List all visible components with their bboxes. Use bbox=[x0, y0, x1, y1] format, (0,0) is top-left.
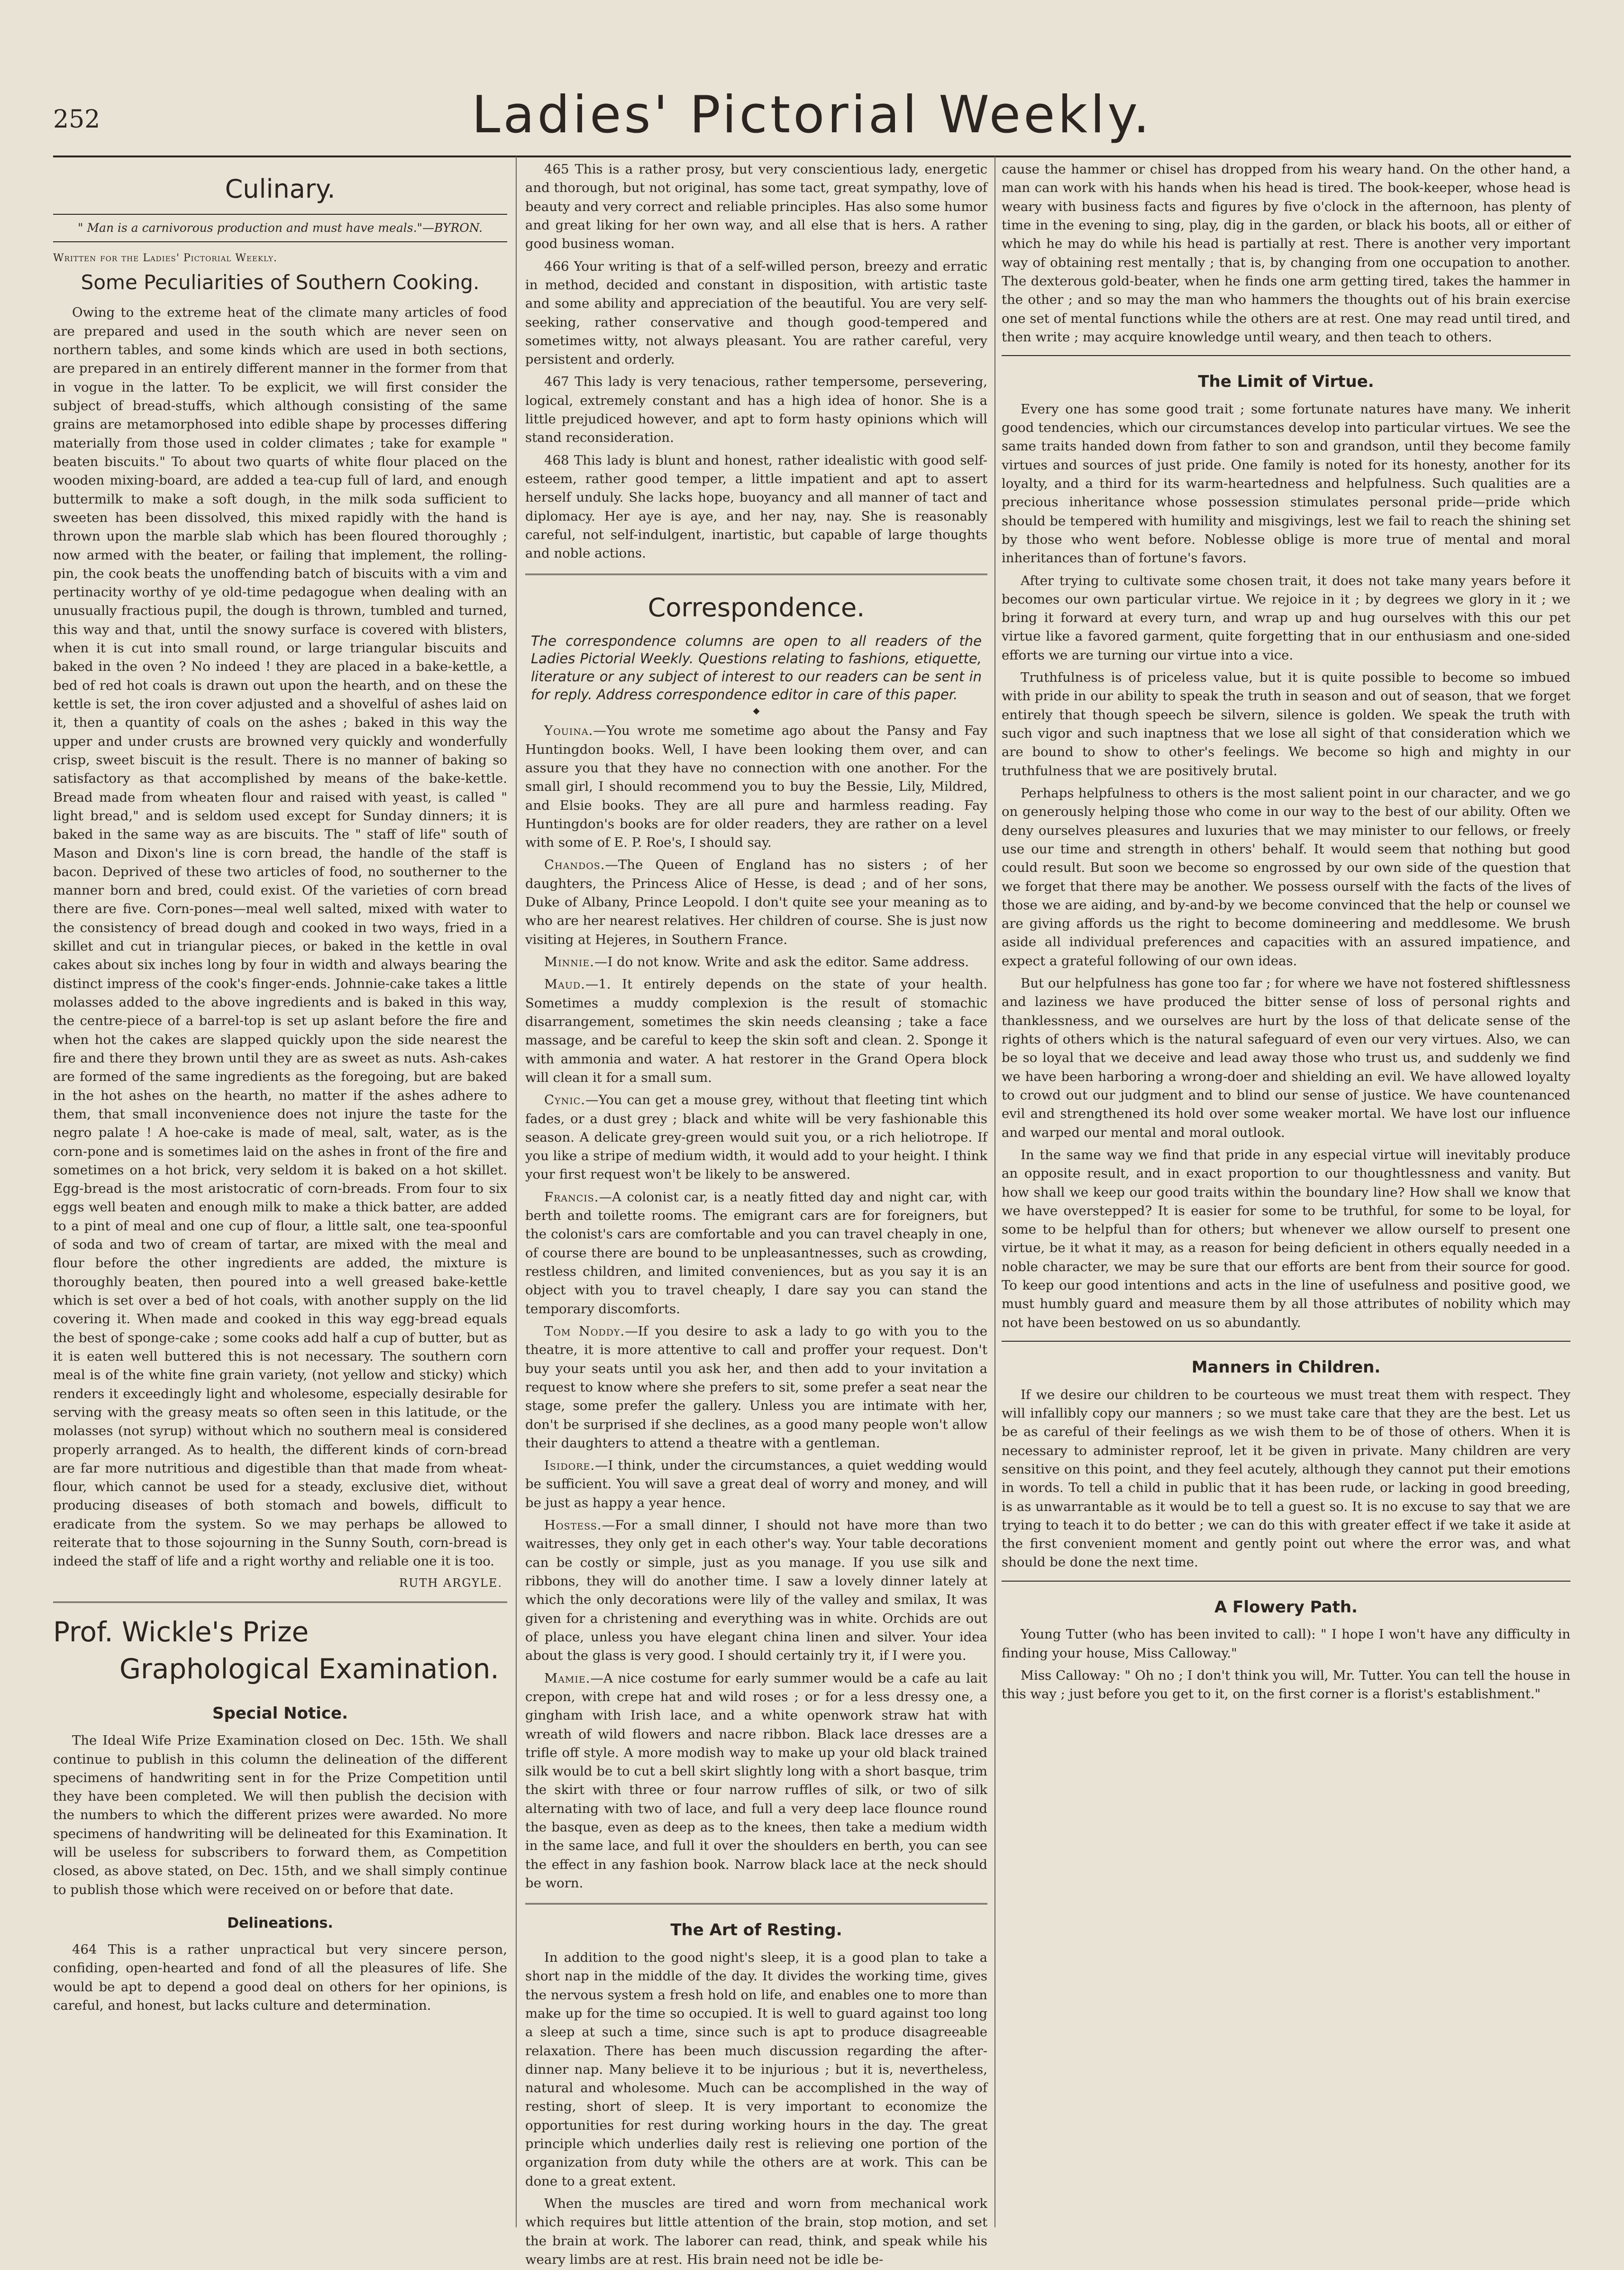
correspondence-heading: Correspondence. bbox=[648, 592, 865, 622]
letter-name: Minnie. bbox=[544, 954, 595, 970]
virtue-body-3: Truthfulness is of priceless value, but it is quite possible to become so imbued with pride in our ability to speak the truth in season and out of season, that we forget entirely that though speech be silvern, silence is golden. We speak the truth with such vigor and such inaptness that we lose all sight of that consideration which we are bound to show to other's feelings. We become so high and mighty in our truthfulness that we are positively brutal. bbox=[1002, 670, 1570, 778]
column-divider bbox=[994, 156, 995, 2227]
column-2 bbox=[525, 156, 987, 2267]
delineation-468: 468 This lady is blunt and honest, rather idealistic with good self-esteem, rather good temper, a little impatient and apt to assert herself unduly. She lacks hope, buoyancy and all manner of tact and diplomacy. Her aye is aye, and her nay, nay. She is reasonably careful, not self-indulgent, inartistic, but capable of large thoughts and noble actions. bbox=[525, 452, 987, 561]
masthead-title: Ladies' Pictorial Weekly. bbox=[472, 85, 1152, 145]
letter-text: —The Queen of England has no sisters ; of her daughters, the Princess Alice of Hesse, is dead ; and of her sons, Duke of Albany, Prince Leopold. I don't quite see your meaning as to who are her nearest relatives. Her children of course. She is just now visiting at Hejeres, in Southern France. bbox=[525, 857, 987, 947]
southern-cooking-body: Owing to the extreme heat of the climate many articles of food are prepared and used in the south which are never seen on northern tables, and some kinds which are used in both sections, are prepared in an entirely different manner in the former from that in vogue in the latter. To be explicit, we will first consider the subject of bread-stuffs, which although consisting of the same grains are metamorphosed into edible shape by processes differing materially from those used in colder climates ; take for example " beaten biscuits." To about two quarts of white flour placed on the wooden mixing-board, are added a tea-cup full of lard, and enough buttermilk to make a soft dough, in the milk soda sufficient to sweeten has been dissolved, this mixed rapidly with the hand is thrown upon the marble slab which has been floured thoroughly ; now armed with the beater, or failing that implement, the rolling-pin, the cook beats the unoffending batch of biscuits with a vim and pertinacity worthy of ye old-time pedagogue when dealing with an unusually fractious pupil, the dough is thrown, tumbled and turned, this way and that, until the snowy surface is covered with blisters, when it is cut into small round, or large triangular biscuits and baked in the oven ? No indeed ! they are placed in a bake-kettle, a bed of red hot coals is drawn out upon the hearth, and on these the kettle is set, the iron cover adjusted and a shovelful of ashes laid on it, then a quantity of coals on the ashes ; baked in this way the upper and under crusts are browned very quickly and wonderfully crisp, sweet biscuit is the result. There is no manner of baking so satisfactory as that accomplished by means of the bake-kettle. Bread made from wheaten flour and raised with yeast, is called " light bread," and is seldom used except for Sunday dinners; it is baked in the same way as are biscuits. The " staff of life" south of Mason and Dixon's line is corn bread, the handle of the staff is bacon. Deprived of these two articles of food, no southerner to the manner born and bred, could exist. Of the varieties of corn bread there are five. Corn-pones—meal well salted, mixed with water to the consistency of bread dough and cooked in two ways, fried in a skillet and cut in triangular pieces, or baked in the kettle in oval cakes about six inches long by four in width and always bearing the distinct impress of the cook's finger-ends. Johnnie-cake takes a little molasses added to the above ingredients and is baked in this way, the centre-piece of a barrel-top is set up aslant before the fire and when hot the cakes are slapped quickly upon the side nearest the fire and there they brown until they are as sweet as nuts. Ash-cakes are formed of the same ingredients as the foregoing, but are baked in the hot ashes on the hearth, no matter if the ashes adhere to them, that small inconvenience does not injure the taste for the negro palate ! A hoe-cake is made of meal, salt, water, as is the corn-pone and is sometimes laid on the ashes in front of the fire and sometimes on a hot brick, very seldom it is baked on a hot skillet. Egg-bread is the most aristocratic of corn-breads. From four to six eggs well beaten and enough milk to make a thick batter, are added to a pint of meal and one cup of flour, a little salt, one tea-spoonful of soda and two of cream of tartar, are mixed with the meal and flour before the other ingredients are added, the mixture is thoroughly beaten, then poured into a well greased bake-kettle which is set over a bed of hot coals, with another supply on the lid covering it. When made and cooked in this way egg-bread equals the best of sponge-cake ; some cooks add half a cup of butter, but as it is eaten well buttered this is not necessary. The southern corn meal is of the white fine grain variety, (not yellow and sticky) which renders it exceedingly light and wholesome, especially desirable for serving with the greasy meats so often seen in this latitude, or the molasses (not syrup) without which no southern meal is considered properly arranged. As to health, the different kinds of corn-bread are far more nutritious and digestible than that made from wheat-flour, which cannot be used for a steady, exclusive diet, without producing diseases of both stomach and bowels, difficult to eradicate from the system. So we may perhaps be allowed to reiterate that to those sojourning in the Sunny South, corn-bread is indeed the staff of life and a right worthy and reliable one it is too. bbox=[53, 305, 507, 1569]
manners-heading: Manners in Children. bbox=[1191, 1358, 1381, 1377]
letter-text: —I do not know. Write and ask the editor. Same address. bbox=[594, 954, 969, 970]
section-divider bbox=[1002, 1341, 1570, 1342]
letter-text: —You wrote me sometime ago about the Pansy and Fay Huntingdon books. Well, I have been looking them over, and can assure you that they have no connection with one another. For the small girl, I should recommend you to buy the Bessie, Lily, Mildred, and Elsie books. They are all pure and harmless reading. Fay Huntingdon's books are for older readers, they are rather on a level with some of E. P. Roe's, I should say. bbox=[525, 723, 987, 851]
delineations-heading: Delineations. bbox=[227, 1915, 333, 1932]
letter-minnie bbox=[525, 953, 987, 971]
letter-name: Mamie. bbox=[544, 1670, 591, 1686]
southern-cooking-title: Some Peculiarities of Southern Cooking. bbox=[81, 271, 480, 294]
resting-heading: The Art of Resting. bbox=[670, 1921, 842, 1940]
virtue-heading: The Limit of Virtue. bbox=[1198, 372, 1374, 392]
letter-text: —For a small dinner, I should not have more than two waitresses, they only get in each other's way. Your table decorations can be costly or simple, just as you manage. If you use silk and ribbons, they will do another time. I saw a lovely dinner lately at which the only decorations were lily of the valley and smilax, It was given for a christening and everything was in white. Orchids are out of place, unless you have elegant china linen and silver. Your idea about the glass is very good. I should certainly try it, if I were you. bbox=[525, 1518, 987, 1664]
resting-body-1: In addition to the good night's sleep, it is a good plan to take a short nap in the middle of the day. It divides the working time, gives the nervous system a fresh hold on life, and enables one to more than make up for the time so occupied. It is well to guard against too long a sleep at such a time, since such is apt to produce disagreeable relaxation. There has been much discussion regarding the after-dinner nap. Many believe it to be injurious ; but it is, nevertheless, natural and wholesome. Much can be accomplished in the way of resting, short of sleep. It is very important to economize the opportunities for rest during working hours in the day. The great principle which underlies daily rest is relieving one portion of the organization from duty while the others are at work. This can be done to a great extent. bbox=[525, 1950, 987, 2189]
letter-name: Youina. bbox=[544, 723, 593, 739]
virtue-body-2: After trying to cultivate some chosen trait, it does not take many years before it becomes our own particular virtue. We rejoice in it ; by degrees we glory in it ; we bring it forward at every turn, and wrap up and hug ourselves with this our pet virtue like a favored garment, quite forgetting that in our enthusiasm and one-sided efforts we are turning our virtue into a vice. bbox=[1002, 573, 1570, 663]
graphology-heading-line2: Graphological Examination. bbox=[119, 1653, 499, 1685]
letter-maud bbox=[525, 975, 987, 1087]
section-divider bbox=[525, 574, 987, 575]
letter-chandos bbox=[525, 856, 987, 949]
section-divider bbox=[525, 1903, 987, 1904]
resting-continuation: cause the hammer or chisel has dropped from his weary hand. On the other hand, a man can work with his hands when his head is tired. The book-keeper, whose head is weary with business facts and figures by five o'clock in the afternoon, has plenty of time in the evening to sing, play, dig in the garden, or black his boots, all or either of which he may do while his head is partially at rest. There is another very important way of obtaining rest mentally ; that is, by changing from one occupation to another. The dexterous gold-beater, when he finds one arm getting tired, takes the hammer in the other ; and so may the man who hammers the thoughts out of his brain exercise one set of mental functions while the others are at rest. One may read until tired, and then write ; may acquire knowledge until weary, and then teach to others. bbox=[1002, 162, 1570, 345]
letter-name: Isidore. bbox=[544, 1458, 595, 1474]
letter-text: —A nice costume for early summer would be a cafe au lait crepon, with crepe hat and wild roses ; or for a less dressy one, a gingham with Irish lace, and a white openwork straw hat with wreath of wild flowers and nacre ribbon. Black lace dresses are a trifle off style. A more modish way to make up your old black trained silk would be to cut a bell skirt slightly long with a short basque, trim the skirt with three or four narrow ruffles of silk, or two of silk alternating with two of lace, and full a very deep lace flounce round the basque, even as deep as to the knees, then take a medium width in the same lace, and full it over the shoulders en berth, you can see the effect in any fashion book. Narrow black lace at the neck should be worn. bbox=[525, 1670, 987, 1891]
delineation-467: 467 This lady is very tenacious, rather tempersome, persevering, logical, extremely constant and has a high idea of honor. She is a little prejudiced however, and apt to form hasty opinions which will stand reconsideration. bbox=[525, 374, 987, 446]
letter-text: —You can get a mouse grey, without that fleeting tint which fades, or a dust grey ; black and white will be very fashionable this season. A delicate grey-green would suit you, or a rich heliotrope. If you like a stripe of medium width, it would add to your height. I think your first request won't be likely to be answered. bbox=[525, 1092, 987, 1182]
letter-mamie bbox=[525, 1669, 987, 1893]
delineation-466: 466 Your writing is that of a self-willed person, breezy and erratic in method, decided and constant in disposition, with artistic taste and some ability and appreciation of the beautiful. You are very self-seeking, rather conservative and though good-tempered and sometimes witty, not always pleasant. You are rather careful, very persistent and orderly. bbox=[525, 258, 987, 367]
graphology-heading bbox=[53, 1613, 507, 1688]
virtue-body-1: Every one has some good trait ; some fortunate natures have many. We inherit good tendencies, which our circumstances develop into particular virtues. We see the same traits handed down from father to son and grandson, until they become family virtues and sources of just pride. One family is noted for its honesty, another for its loyalty, and a third for its warm-heartedness and helpfulness. Such qualities are a precious inheritance whose possession stimulates personal pride—pride which should be tempered with humility and misgivings, lest we fail to reach the shining set by those who went before. Noblesse oblige is more true of mental and moral inheritances than of fortune's favors. bbox=[1002, 401, 1570, 566]
letter-name: Francis. bbox=[544, 1189, 599, 1205]
column-3 bbox=[1002, 156, 1570, 2227]
letter-name: Hostess. bbox=[544, 1518, 602, 1533]
delineation-465: 465 This is a rather prosy, but very conscientious lady, energetic and thorough, but not original, has some tact, great sympathy, love of beauty and very correct and reliable principles. Has also some humor and great liking for her own way, and all else that is hers. A rather good business woman. bbox=[525, 162, 987, 252]
letter-text: —A colonist car, is a neatly fitted day and night car, with berth and toilette rooms. The emigrant cars are for foreigners, but the colonist's cars are comfortable and you can travel cheaply in one, of course there are bound to be unpleasantnesses, such as crowding, restless children, and limited conveniences, but as you say it is an object with you to travel cheaply, I dare say you can stand the temporary discomforts. bbox=[525, 1189, 987, 1317]
culinary-heading: Culinary. bbox=[225, 174, 336, 204]
delineation-464: 464 This is a rather unpractical but very sincere person, confiding, open-hearted and fond of all the pleasures of life. She would be apt to depend a good deal on others for her opinions, is careful, and honest, but lacks culture and determination. bbox=[53, 1941, 507, 2013]
section-divider bbox=[53, 1602, 507, 1603]
virtue-body-6: In the same way we find that pride in any especial virtue will inevitably produce an opposite result, and in exact proportion to our thoughtlessness and vanity. But how shall we keep our good traits within the boundary line? How shall we know that we have overstepped? It is easier for some to be truthful, for some to be loyal, for some to be helpful than for others; but whenever we allow ourself to present one virtue, be it what it may, as a reason for being deficient in others equally needed in a noble character, we may be sure that our efforts are bent from their source for good. To keep our good intentions and acts in the line of usefulness and positive good, we must humbly guard and measure them by all those attributes of nobility which may not have been bestowed on us so abundantly. bbox=[1002, 1147, 1570, 1330]
special-notice-body: The Ideal Wife Prize Examination closed on Dec. 15th. We shall continue to publish in this column the delineation of the different specimens of handwriting sent in for the Prize Competition until they have been completed. We will then publish the decision with the numbers to which the different prizes were awarded. No more specimens of handwriting will be delineated for this Examination. It will be useless for subscribers to forward them, as Competition closed, as above stated, on Dec. 15th, and we shall simply continue to publish those which were received on or before that date. bbox=[53, 1733, 507, 1897]
section-divider bbox=[1002, 1581, 1570, 1582]
resting-body-2: When the muscles are tired and worn from mechanical work which requires but little attention of the brain, stop motion, and set the brain at work. The laborer can read, think, and speak while his weary limbs are at rest. His brain need not be idle be- bbox=[525, 2196, 987, 2267]
manners-body: If we desire our children to be courteous we must treat them with respect. They will infallibly copy our manners ; so we must take care that they are the best. Let us be as careful of their feelings as we wish them to be of those of others. When it is necessary to administer reproof, let it be given in private. Many children are very sensitive on this point, and they feel acutely, although they cannot put their emotions in words. To tell a child in public that it has been rude, or lacking in good breeding, is as unwarrantable as it would be to tell a guest so. It is no excuse to say that we are trying to teach it to do better ; we can do this with greater effect if we take it aside at the first convenient moment and gently point out where the error was, and what should be done the next time. bbox=[1002, 1387, 1570, 1570]
letter-tom-noddy bbox=[525, 1322, 987, 1453]
column-1 bbox=[53, 156, 507, 2227]
letter-youina bbox=[525, 722, 987, 852]
letter-text: —If you desire to ask a lady to go with you to the theatre, it is more attentive to call and proffer your request. Don't buy your seats until you ask her, and then add to your invitation a request to know where she prefers to sit, some prefer a seat near the stage, some prefer the gallery. Unless you are intimate with her, don't be surprised if she declines, as a good many people won't allow their daughters to attend a theatre with a gentleman. bbox=[525, 1323, 987, 1451]
flowery-heading: A Flowery Path. bbox=[1214, 1597, 1358, 1617]
ornament-icon: ◆ bbox=[753, 705, 760, 716]
column-divider bbox=[516, 156, 517, 2227]
letter-francis bbox=[525, 1188, 987, 1318]
graphology-heading-line1: Prof. Wickle's Prize bbox=[53, 1616, 309, 1648]
letter-name: Maud. bbox=[544, 977, 585, 992]
virtue-body-5: But our helpfulness has gone too far ; for where we have not fostered shiftlessness and laziness we have produced the bitter sense of loss of personal rights and thanklessness, and we ourselves are hurt by the loss of that delicate sense of the rights of others which is the natural safeguard of even our very virtues. Also, we can be so loyal that we deceive and lead away those who trust us, and suddenly we find we have been harboring a wrong-doer and shielding an evil. We have allowed loyalty to crowd out our judgment and to blind our sense of justice. We have countenanced evil and strengthened its hold over some weaker mortal. We have lost our influence and warped our mental and moral outlook. bbox=[1002, 976, 1570, 1140]
virtue-body-4: Perhaps helpfulness to others is the most salient point in our character, and we go on generously helping those who come in our way to the best of our ability. Often we deny ourselves pleasures and luxuries that we may minister to our fellows, or freely use our time and strength in others' behalf. It would seem that nothing but good could result. But soon we become so engrossed by our own side of the question that we forget that there may be another. We possess ourself with the facts of the lives of those we are aiding, and by-and-by we become convinced that the help or counsel we are giving affords us the right to become domineering and meddlesome. We brush aside all individual preferences and capacities with an assured impatience, and expect a grateful following of our own ideas. bbox=[1002, 785, 1570, 969]
correspondence-notice: The correspondence columns are open to all readers of the Ladies Pictorial Weekly. Questions relating to fashions, etiquette, literature or any subject of interest to our readers can be sent in for reply. Address correspondence editor in care of this paper. bbox=[531, 632, 982, 703]
author-signature: RUTH ARGYLE. bbox=[399, 1576, 502, 1590]
written-for-note: Written for the Ladies' Pictorial Weekly. bbox=[53, 252, 277, 264]
letter-text: —I think, under the circumstances, a quiet wedding would be sufficient. You will save a great deal of worry and money, and will be just as happy a year hence. bbox=[525, 1458, 987, 1510]
flowery-body-1: Young Tutter (who has been invited to call): " I hope I won't have any difficulty in finding your house, Miss Calloway." bbox=[1002, 1627, 1570, 1661]
letter-name: Cynic. bbox=[544, 1092, 585, 1108]
flowery-body-2: Miss Calloway: " Oh no ; I don't think you will, Mr. Tutter. You can tell the house in this way ; just before you get to it, on the first corner is a florist's establishment." bbox=[1002, 1668, 1570, 1702]
special-notice-heading: Special Notice. bbox=[212, 1703, 348, 1723]
letter-name: Tom Noddy. bbox=[544, 1323, 625, 1339]
letter-name: Chandos. bbox=[544, 857, 605, 873]
letter-text: —1. It entirely depends on the state of your health. Sometimes a muddy complexion is the result of stomachic disarrangement, sometimes the skin needs cleansing ; take a face massage, and be careful to keep the skin soft and clean. 2. Sponge it with ammonia and water. A hat restorer in the Grand Opera block will clean it for a small sum. bbox=[525, 977, 987, 1085]
epigraph: " Man is a carnivorous production and must have meals."—BYRON. bbox=[53, 214, 507, 242]
letter-cynic bbox=[525, 1091, 987, 1184]
page-number: 252 bbox=[53, 105, 100, 134]
letter-isidore bbox=[525, 1456, 987, 1512]
section-divider bbox=[1002, 355, 1570, 356]
letter-hostess bbox=[525, 1516, 987, 1666]
